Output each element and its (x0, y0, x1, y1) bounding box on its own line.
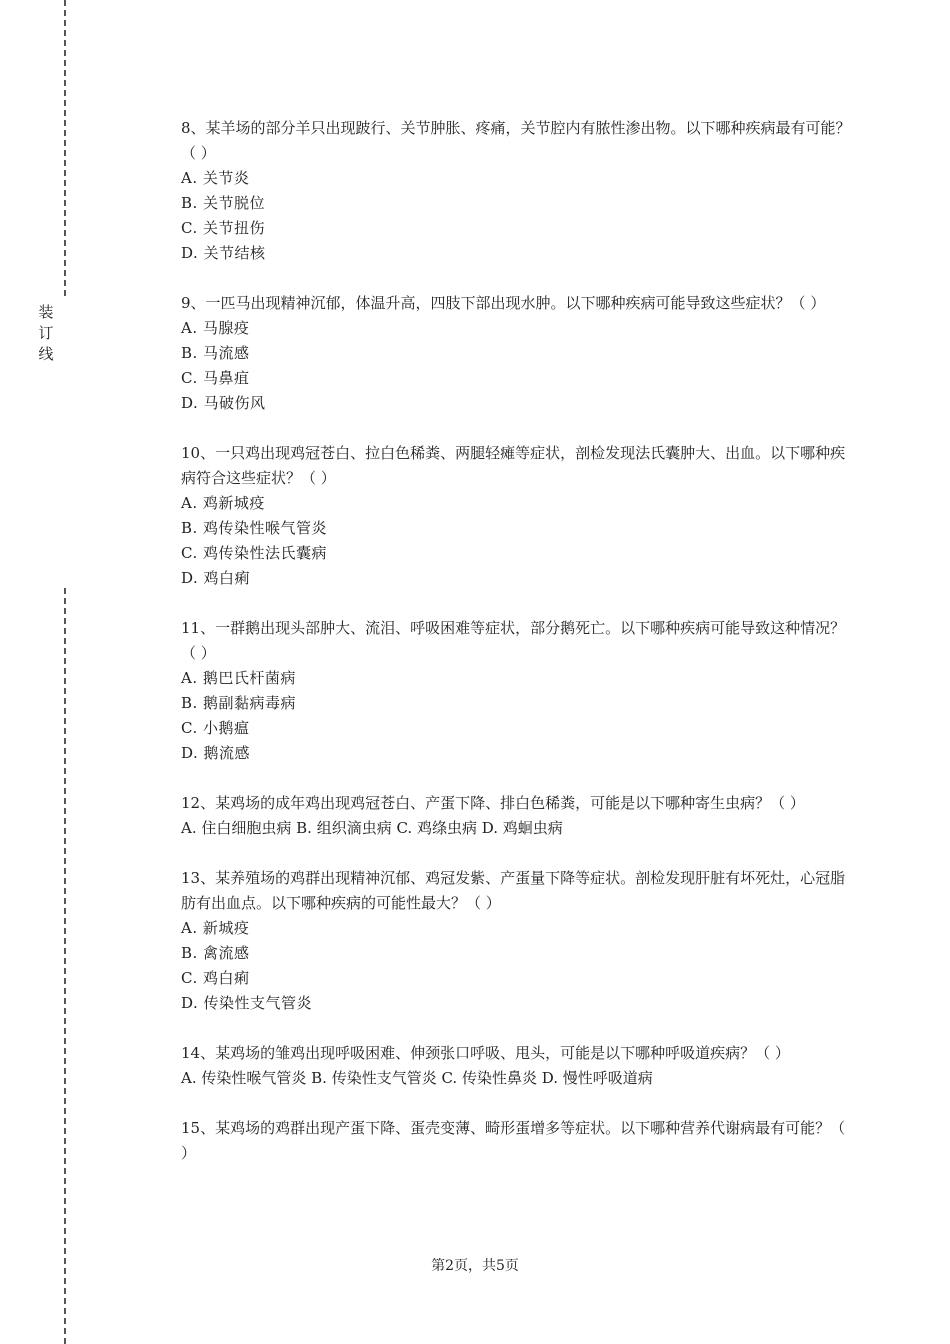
option-a: A. 鸡新城疫 (181, 494, 265, 512)
option-c: C. 小鹅瘟 (181, 719, 250, 737)
option-d: D. 传染性支气管炎 (181, 994, 313, 1012)
option-d: D. 鹅流感 (181, 744, 251, 762)
option-c: C. 鸡传染性法氏囊病 (181, 544, 327, 562)
option-d: D. 关节结核 (181, 244, 266, 262)
binding-dashed-line-bottom (64, 588, 66, 1344)
option-b: B. 鸡传染性喉气管炎 (181, 519, 328, 537)
question-13 (181, 866, 851, 1016)
question-11 (181, 616, 851, 766)
option-b: B. 马流感 (181, 344, 250, 362)
option-a: A. 鹅巴氏杆菌病 (181, 669, 296, 687)
question-text: 13、某养殖场的鸡群出现精神沉郁、鸡冠发紫、产蛋量下降等症状。剖检发现肝脏有坏死灶，心冠脂肪有出血点。以下哪种疾病的可能性最大？（ ） (181, 869, 846, 912)
option-b: B. 鹅副黏病毒病 (181, 694, 297, 712)
question-text: 8、某羊场的部分羊只出现跛行、关节肿胀、疼痛，关节腔内有脓性渗出物。以下哪种疾病最有可能？（ ） (181, 119, 851, 162)
question-10 (181, 441, 851, 591)
binding-char: 线 (38, 345, 54, 363)
option-a: A. 马腺疫 (181, 319, 250, 337)
option-b: B. 禽流感 (181, 944, 250, 962)
option-c: C. 关节扭伤 (181, 219, 265, 237)
question-text: 15、某鸡场的鸡群出现产蛋下降、蛋壳变薄、畸形蛋增多等症状。以下哪种营养代谢病最有可能？（ ） (181, 1119, 846, 1162)
question-text: 11、一群鹅出现头部肿大、流泪、呼吸困难等症状，部分鹅死亡。以下哪种疾病可能导致这种情况？（ ） (181, 619, 846, 662)
option-d: D. 马破伤风 (181, 394, 266, 412)
question-12 (181, 791, 851, 841)
question-9 (181, 291, 851, 416)
question-8 (181, 116, 851, 266)
question-text: 14、某鸡场的雏鸡出现呼吸困难、伸颈张口呼吸、甩头，可能是以下哪种呼吸道疾病？（ ） (181, 1044, 790, 1062)
question-list (181, 116, 851, 1191)
options-inline: A. 传染性喉气管炎 B. 传染性支气管炎 C. 传染性鼻炎 D. 慢性呼吸道病 (181, 1069, 653, 1087)
binding-dashed-line-top (64, 0, 66, 296)
question-text: 10、一只鸡出现鸡冠苍白、拉白色稀粪、两腿轻瘫等症状，剖检发现法氏囊肿大、出血。以下哪种疾病符合这些症状？（ ） (181, 444, 846, 487)
question-text: 9、一匹马出现精神沉郁，体温升高，四肢下部出现水肿。以下哪种疾病可能导致这些症状？（ ） (181, 294, 826, 312)
page-footer: 第2页，共5页 (431, 1258, 519, 1274)
question-text: 12、某鸡场的成年鸡出现鸡冠苍白、产蛋下降、排白色稀粪，可能是以下哪种寄生虫病？（ ） (181, 794, 805, 812)
question-14 (181, 1041, 851, 1091)
option-a: A. 关节炎 (181, 169, 250, 187)
options-inline: A. 住白细胞虫病 B. 组织滴虫病 C. 鸡绦虫病 D. 鸡蛔虫病 (181, 819, 563, 837)
option-c: C. 鸡白痢 (181, 969, 250, 987)
option-c: C. 马鼻疽 (181, 369, 250, 387)
binding-char: 装 (38, 303, 54, 321)
option-b: B. 关节脱位 (181, 194, 266, 212)
binding-line-label (36, 302, 56, 365)
binding-char: 订 (38, 324, 54, 342)
option-a: A. 新城疫 (181, 919, 250, 937)
question-15 (181, 1116, 851, 1166)
option-d: D. 鸡白痢 (181, 569, 251, 587)
